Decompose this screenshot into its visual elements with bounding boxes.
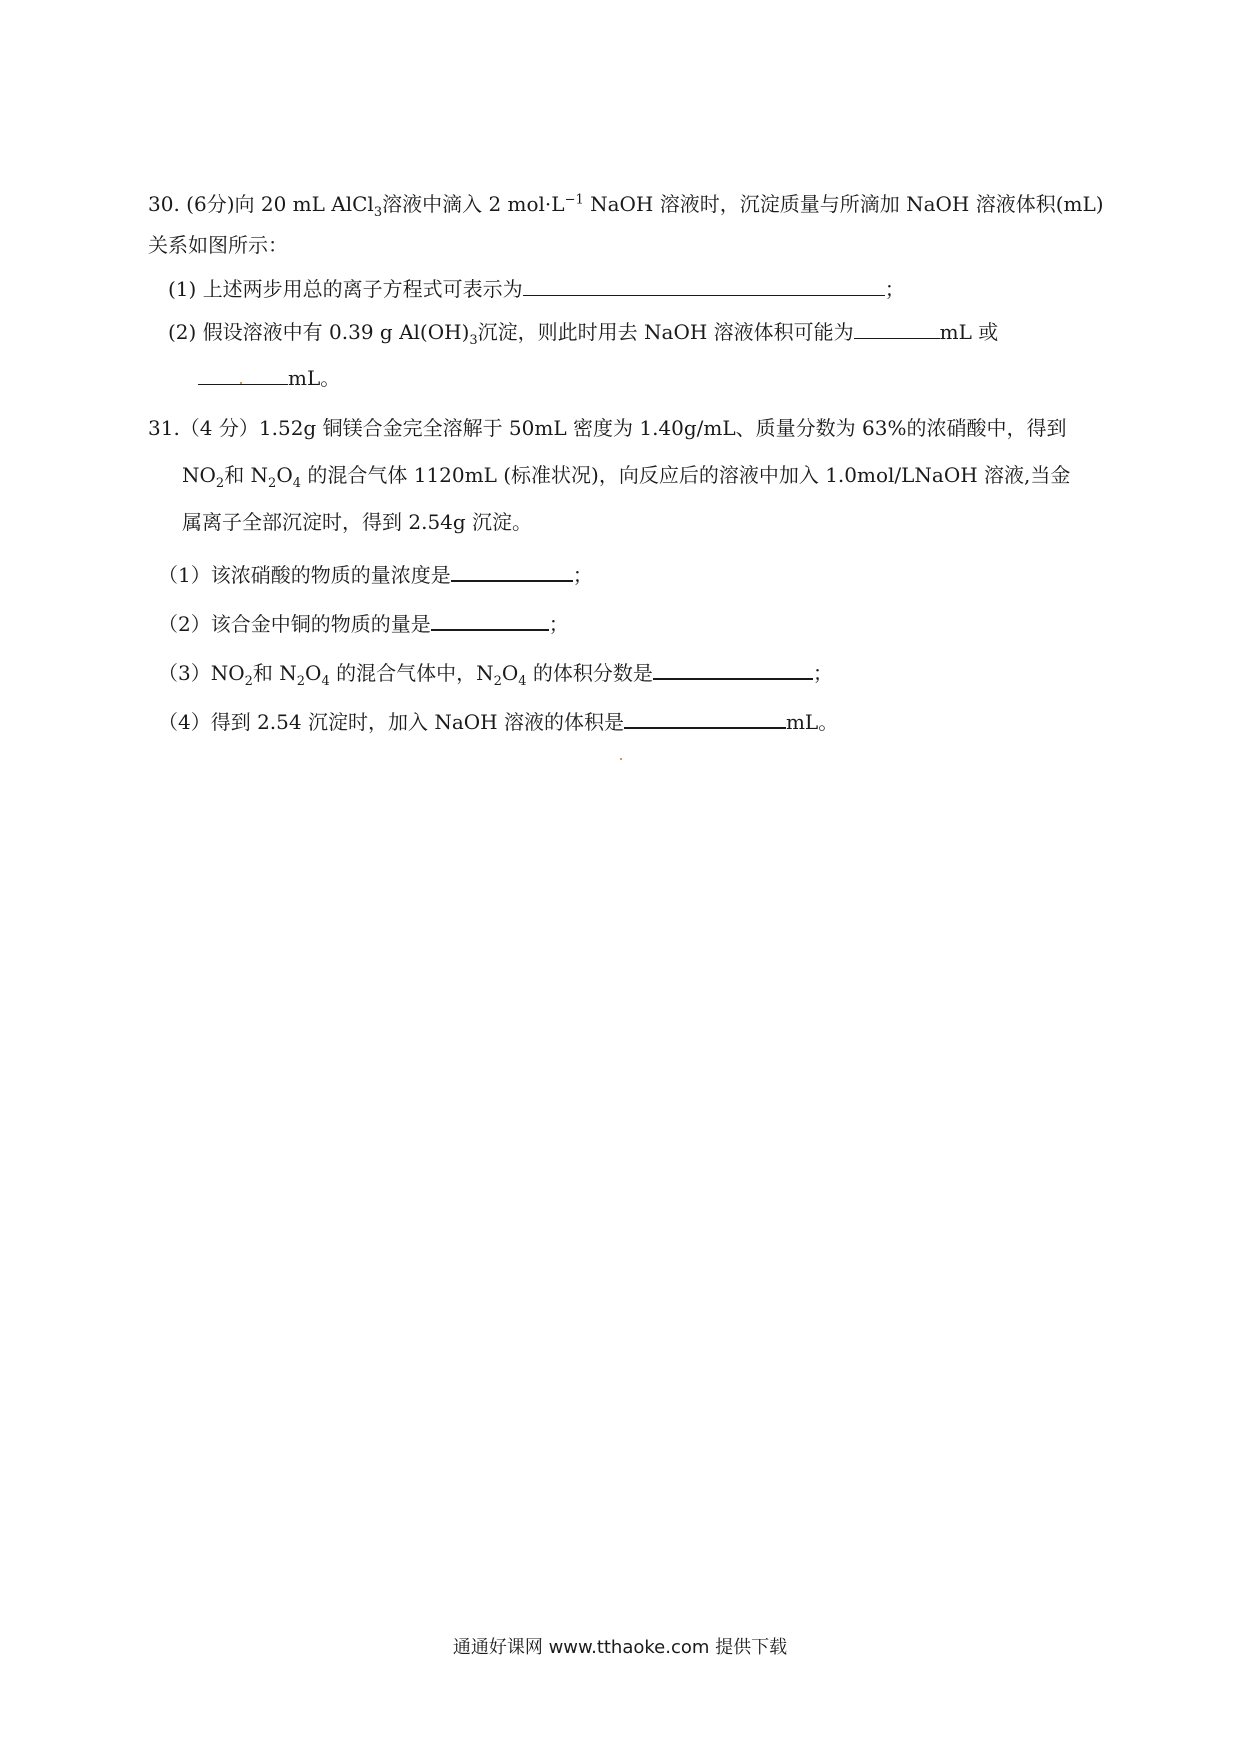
q31-sub-4: （4）得到 2.54 沉淀时，加入 NaOH 溶液的体积是 mL。 [158,707,838,736]
answer-blank[interactable] [854,318,940,339]
q31-sub-3: $(3)NO_2$和 $N_2O_4$ 的混合气体中，$N_2O_4$ 的体积分数是 ； [158,658,833,687]
footer-credit: 通通好课网 www.tthaoke.com 提供下载 [452,1637,788,1658]
q31-line-2: $NO_2$和 $N_2O_4$ 的混合气体 1120mL (标准状况)，向反应后的溶液中加入 1.0mol/LNaOH 溶液,当金 [182,463,1071,491]
q30-line-1: 30. (6分)向 20 mL AlCl$_3$溶液中滴入 2 $mol\cdot L^{-1}$ NaOH 溶液时，沉淀质量与所滴加 NaOH 溶液体积(mL) [148,192,1104,220]
answer-blank[interactable] [198,364,288,385]
q30-text: 30. (6分)向 20 mL AlCl [148,192,374,216]
speck [240,382,242,384]
speck [620,758,622,760]
q31-line-1: 31.（4 分）1.52g 铜镁合金完全溶解于 50mL 密度为 1.40g/mL、质量分数为 63%的浓硝酸中，得到 [148,416,1067,440]
q31-sub-2: （2）该合金中铜的物质的量是 ； [158,609,569,638]
q30-part-2: (2) 假设溶液中有 0.39 g $Al(OH)_3$沉淀，则此时用去 NaOH 溶液体积可能为 mL 或 [168,320,999,348]
q31-line-3: 属离子全部沉淀时，得到 2.54g 沉淀。 [182,510,533,534]
q31-sub-1: （1）该浓硝酸的物质的量浓度是 ； [158,560,593,589]
q30-part-2-cont: mL。 [198,364,340,392]
answer-blank[interactable] [451,560,573,582]
answer-blank[interactable] [431,609,549,631]
q30-part-1: (1) 上述两步用总的离子方程式可表示为 ； [168,277,905,301]
answer-blank[interactable] [523,275,885,296]
q30-line-2: 关系如图所示： [148,233,288,257]
answer-blank[interactable] [624,707,786,729]
answer-blank[interactable] [653,658,813,680]
